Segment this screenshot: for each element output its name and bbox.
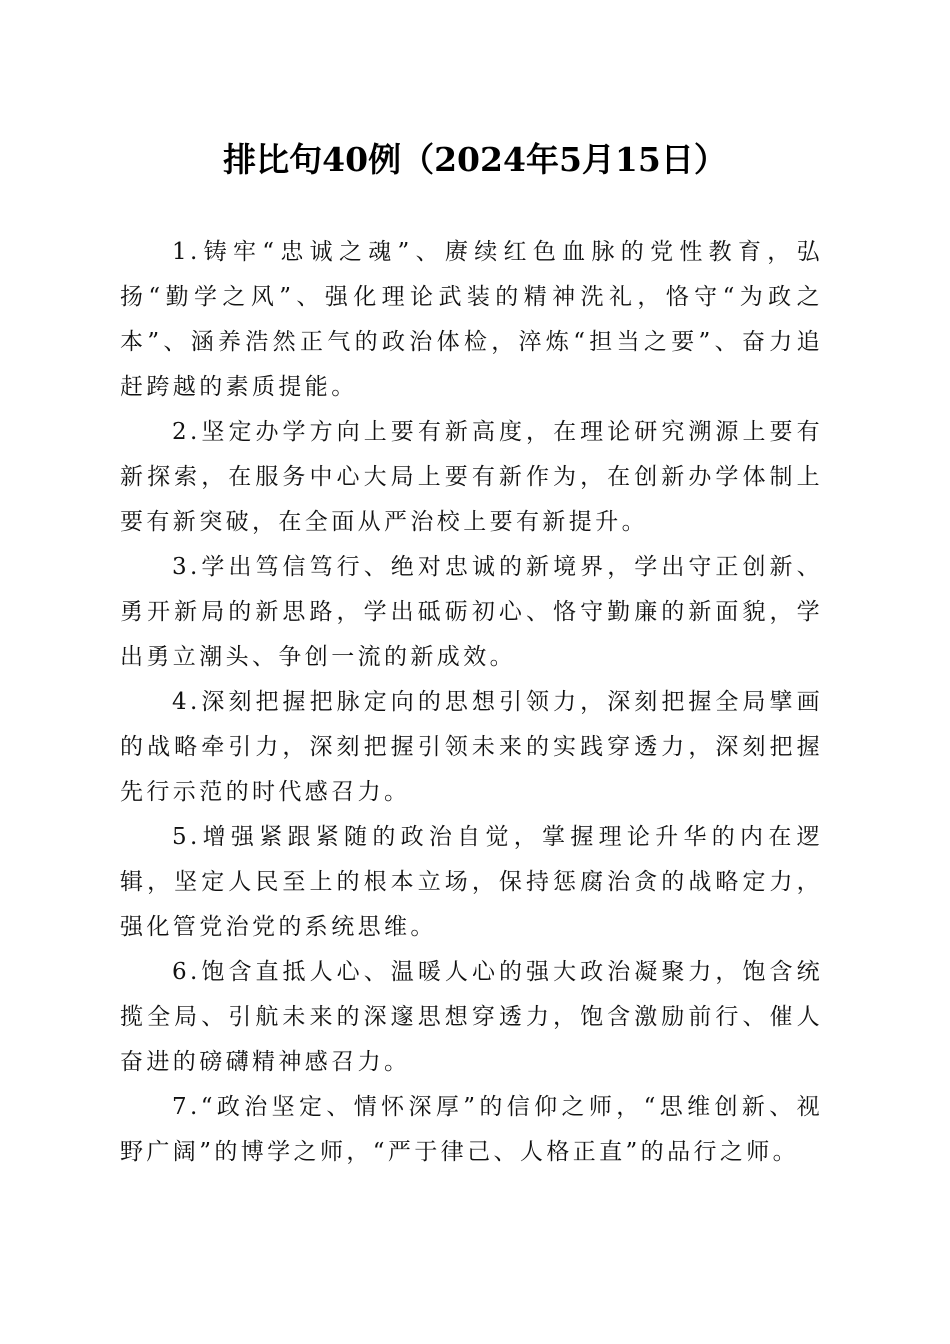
paragraph-2: 2.坚定办学方向上要有新高度，在理论研究溯源上要有新探索，在服务中心大局上要有新作为，在创新办学体制上要有新突破，在全面从严治校上要有新提升。: [120, 419, 823, 535]
paragraph-4: 4.深刻把握把脉定向的思想引领力，深刻把握全局擘画的战略牵引力，深刻把握引领未来的实践穿透力，深刻把握先行示范的时代感召力。: [120, 689, 823, 805]
document-title: 排比句40例（2024年5月15日）: [223, 140, 727, 179]
paragraph-6: 6.饱含直抵人心、温暖人心的强大政治凝聚力，饱含统揽全局、引航未来的深邃思想穿透力，饱含激励前行、催人奋进的磅礴精神感召力。: [120, 959, 823, 1075]
document-body: [120, 230, 823, 1175]
paragraph-3: 3.学出笃信笃行、绝对忠诚的新境界，学出守正创新、勇开新局的新思路，学出砥砺初心、恪守勤廉的新面貌，学出勇立潮头、争创一流的新成效。: [120, 554, 823, 670]
paragraph-7: 7.“政治坚定、情怀深厚”的信仰之师，“思维创新、视野广阔”的博学之师，“严于律己、人格正直”的品行之师。: [120, 1094, 823, 1165]
paragraph-1: 1.铸牢“忠诚之魂”、赓续红色血脉的党性教育，弘扬“勤学之风”、强化理论武装的精神洗礼，恪守“为政之本”、涵养浩然正气的政治体检，淬炼“担当之要”、奋力追赶跨越的素质提能。: [120, 239, 823, 400]
paragraph-5: 5.增强紧跟紧随的政治自觉，掌握理论升华的内在逻辑，坚定人民至上的根本立场，保持惩腐治贪的战略定力，强化管党治党的系统思维。: [120, 824, 823, 940]
